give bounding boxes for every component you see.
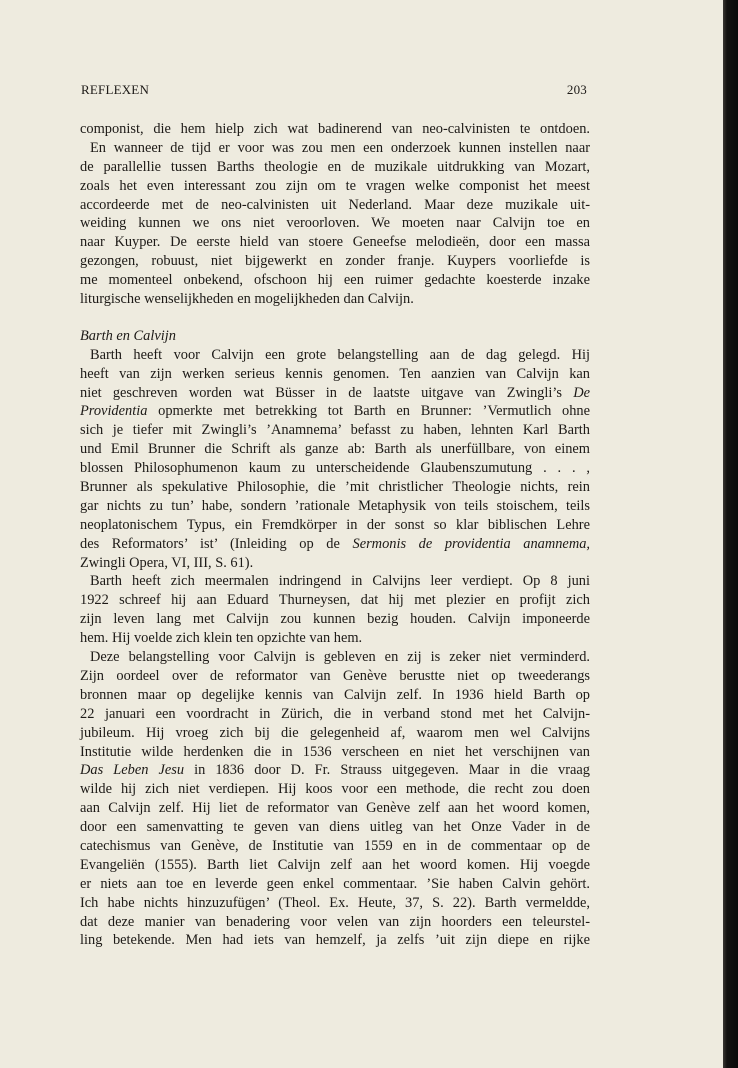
text-line: Deze belangstelling voor Calvijn is gebleven en zij is zeker niet verminderd. [90, 649, 590, 666]
italic-title: Das Leben Jesu [80, 762, 185, 779]
text-line: und Emil Brunner die Schrift als ganze ab: Barth als unerfüllbare, von einem [80, 441, 590, 458]
text-line: weiding kunnen we ons niet veroorloven. We moeten naar Calvijn toe en [80, 215, 590, 232]
text-line: gezongen, robuust, niet bijgewerkt en zonder franje. Kuypers voorliefde is [80, 253, 590, 270]
text-line: Zijn oordeel over de reformator van Genève berustte niet op tweederangs [80, 667, 590, 684]
text-line: wilde hij zich niet verdiepen. Hij koos voor een methode, die recht zou doen [80, 781, 590, 798]
text-line: Institutie wilde herdenken die in 1536 verscheen en niet het verschijnen van [80, 743, 590, 760]
text-segment: des Reformators’ ist’ (Inleiding op de [80, 535, 340, 552]
text-line: naar Kuyper. De eerste hield van stoere Geneefse melodieën, door een massa [80, 234, 590, 251]
text-line: er niets aan toe en leverde geen enkel commentaar. ’Sie haben Calvin gehört. [80, 875, 590, 892]
text-line: bronnen maar op degelijke kennis van Calvijn zelf. In 1936 hield Barth op [80, 686, 590, 703]
text-segment: in 1836 door D. Fr. Strauss uitgegeven. Maar in die vraag [184, 762, 591, 779]
paragraph [80, 648, 590, 950]
scan-edge [723, 0, 738, 1068]
text-segment: opmerkte met betrekking tot Barth en Brunner: ’Vermutlich ohne [147, 403, 590, 420]
text-line [80, 761, 590, 780]
text-segment: niet geschreven worden wat Büsser in de laatste uitgave van Zwingli’s [80, 384, 562, 401]
running-head [81, 82, 587, 98]
text-line: 22 januari een voordracht in Zürich, die in verband stond met het Calvijn- [80, 705, 590, 722]
text-line: neoplatonischem Typus, ein Fremdkörper in der sonst so klar biblischen Lehre [80, 516, 590, 533]
text-line [80, 535, 590, 554]
text-line: me momenteel onbekend, ofschoon hij een ruimer gedachte koesterde inzake [80, 272, 590, 289]
text-line: Barth heeft voor Calvijn een grote belangstelling aan de dag gelegd. Hij [90, 346, 590, 363]
text-line: jubileum. Hij vroeg zich bij die gelegenheid af, waarom men wel Calvijns [80, 724, 590, 741]
text-line: zijn leven lang met Calvijn zou kunnen bezig houden. Calvijn imponeerde [80, 611, 590, 628]
text-line: Evangeliën (1555). Barth liet Calvijn zelf aan het woord komen. Hij voegde [80, 856, 590, 873]
text-line: blossen Philosophumenon kaum zu unterscheidende Glaubenszumutung . . . , [80, 460, 590, 477]
text-line: 1922 schreef hij aan Eduard Thurneysen, dat hij met plezier en profijt zich [80, 592, 590, 609]
text-line: dat deze manier van benadering voor velen van zijn hoorders een teleurstel- [80, 913, 590, 930]
section-heading: Barth en Calvijn [80, 327, 176, 344]
running-title: REFLEXEN [81, 82, 150, 97]
text-line: door een samenvatting te geven van diens uitleg van het Onze Vader in de [80, 819, 590, 836]
text-line: Brunner als spekulative Philosophie, die ’mit christlicher Theologie nichts, rein [80, 479, 590, 496]
italic-title: Sermonis de providentia anamnema, [352, 535, 591, 552]
paragraph [80, 572, 590, 648]
text-line: heeft van zijn werken serieus kennis genomen. Ten aanzien van Calvijn kan [80, 365, 590, 382]
text-line: accordeerde met de neo-calvinisten uit Nederland. Maar deze muzikale uit- [80, 196, 590, 213]
page-number: 203 [566, 82, 587, 97]
text-line: de parallellie tussen Barths theologie en de muzikale uitdrukking van Mozart, [80, 158, 590, 175]
italic-title: Providentia [80, 403, 148, 420]
paragraph [80, 120, 590, 309]
text-line: sich je tiefer mit Zwingli’s ’Anamnema’ befasst zu haben, lehnten Karl Barth [80, 422, 590, 439]
body-text [80, 120, 590, 950]
text-line: ling betekende. Men had iets van hemzelf, ja zelfs ’uit zijn diepe en rijke [80, 932, 590, 949]
text-line: Zwingli Opera, VI, III, S. 61). [80, 554, 254, 571]
text-line: gar nichts zu tun’ habe, sondern ’rationale Metaphysik von teils stoischem, teils [80, 497, 590, 514]
text-line: aan Calvijn zelf. Hij liet de reformator van Genève zelf aan het woord komen, [80, 800, 590, 817]
text-line: hem. Hij voelde zich klein ten opzichte van hem. [80, 630, 363, 647]
text-line: liturgische wenselijkheden en mogelijkheden dan Calvijn. [80, 291, 414, 308]
text-line: catechismus van Genève, de Institutie van 1559 en in de commentaar op de [80, 837, 590, 854]
text-line: componist, die hem hielp zich wat badinerend van neo-calvinisten te ontdoen. [80, 121, 590, 137]
text-line: Barth heeft zich meermalen indringend in Calvijns leer verdiept. Op 8 juni [90, 573, 590, 590]
text-line [80, 384, 590, 403]
text-line [80, 402, 590, 421]
text-line: zoals het even interessant zou zijn om te vragen welke componist het meest [80, 177, 590, 194]
italic-title: De [573, 384, 590, 401]
paragraph [80, 346, 590, 573]
text-line: Ich habe nichts hinzuzufügen’ (Theol. Ex. Heute, 37, S. 22). Barth vermeldde, [80, 894, 590, 911]
text-line: En wanneer de tijd er voor was zou men een onderzoek kunnen instellen naar [90, 139, 590, 156]
